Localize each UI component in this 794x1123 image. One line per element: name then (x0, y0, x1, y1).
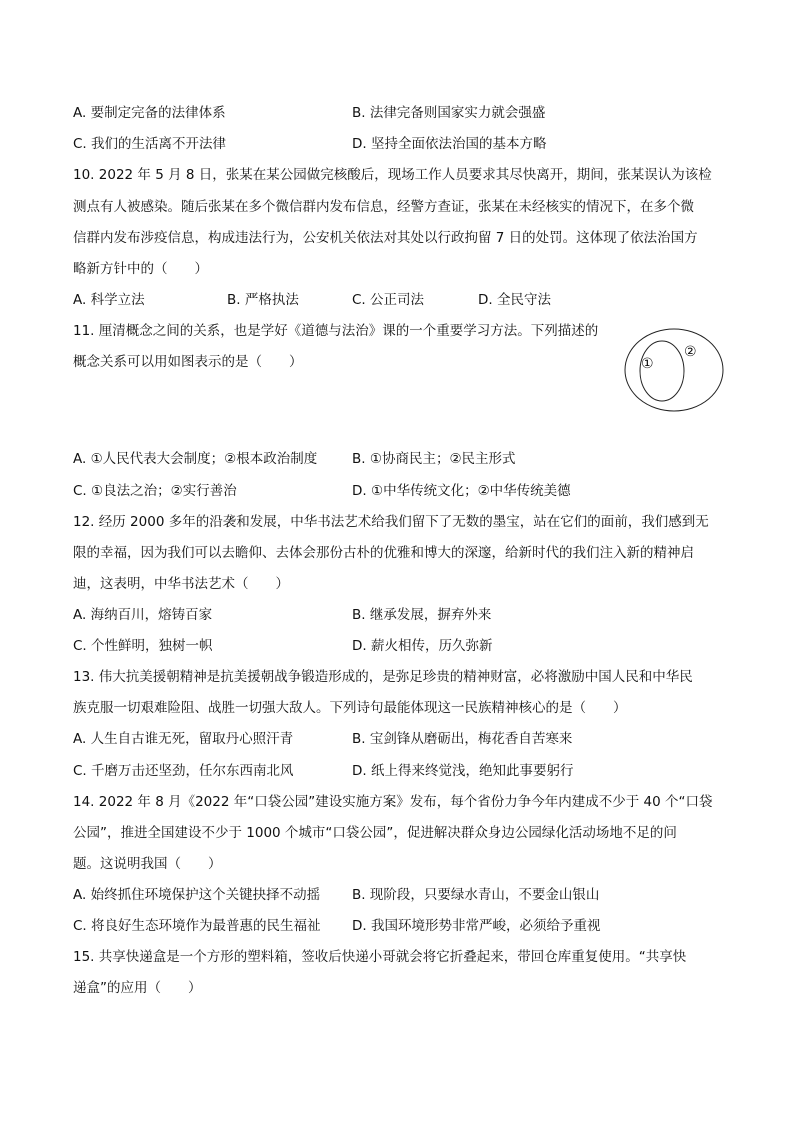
q11-option-d: D. ①中华传统文化；②中华传统美德 (352, 483, 571, 499)
q10-option-b: B. 严格执法 (227, 292, 299, 308)
q14-stem-line: 题。这说明我国（ ） (73, 856, 222, 872)
q10-stem-line: 10. 2022 年 5 月 8 日，张某在某公园做完核酸后，现场工作人员要求其尽快离开，期间，张某误认为该检 (73, 167, 712, 183)
q14-stem-line: 14. 2022 年 8 月《2022 年“口袋公园”建设实施方案》发布，每个省份力争今年内建成不少于 40 个“口袋 (73, 794, 713, 810)
q15-stem-line: 递盒”的应用（ ） (73, 980, 202, 996)
q12-option-c: C. 个性鲜明，独树一帜 (73, 638, 213, 654)
q12-option-b: B. 继承发展，摒弃外来 (352, 607, 492, 623)
q10-stem-line: 测点有人被感染。随后张某在多个微信群内发布信息，经警方查证，张某在未经核实的情况下，在多个微 (73, 199, 694, 215)
q11-stem-line: 11. 厘清概念之间的关系，也是学好《道德与法治》课的一个重要学习方法。下列描述的 (73, 323, 599, 339)
q9-option-b: B. 法律完备则国家实力就会强盛 (352, 105, 546, 121)
q12-stem-line: 限的幸福，因为我们可以去瞻仰、去体会那份古朴的优雅和博大的深邃，给新时代的我们注入新的精神启 (73, 545, 694, 561)
q10-option-d: D. 全民守法 (478, 292, 551, 308)
q11-option-c: C. ①良法之治；②实行善治 (73, 483, 237, 499)
q14-option-c: C. 将良好生态环境作为最普惠的民生福祉 (73, 918, 321, 934)
q12-option-d: D. 薪火相传，历久弥新 (352, 638, 493, 654)
q10-option-a: A. 科学立法 (73, 292, 145, 308)
outer-circle-label: ② (684, 344, 697, 360)
q13-option-d: D. 纸上得来终觉浅，绝知此事要躬行 (352, 763, 574, 779)
q9-option-c: C. 我们的生活离不开法律 (73, 136, 227, 152)
q12-option-a: A. 海纳百川，熔铸百家 (73, 607, 213, 623)
q12-stem-line: 迪，这表明，中华书法艺术（ ） (73, 576, 289, 592)
q13-option-b: B. 宝剑锋从磨砺出，梅花香自苦寒来 (352, 731, 573, 747)
q9-option-a: A. 要制定完备的法律体系 (73, 105, 226, 121)
q13-stem-line: 族克服一切艰难险阻、战胜一切强大敌人。下列诗句最能体现这一民族精神核心的是（ ） (73, 700, 627, 716)
inner-circle-label: ① (641, 356, 654, 372)
q11-stem-line: 概念关系可以用如图表示的是（ ） (73, 354, 303, 370)
q13-stem-line: 13. 伟大抗美援朝精神是抗美援朝战争锻造形成的，是弥足珍贵的精神财富，必将激励中国人民和中华民 (73, 669, 693, 685)
q14-option-d: D. 我国环境形势非常严峻，必须给予重视 (352, 918, 601, 934)
q10-option-c: C. 公正司法 (352, 292, 425, 308)
concept-venn-diagram (622, 325, 726, 415)
q13-option-c: C. 千磨万击还坚劲，任尔东西南北风 (73, 763, 294, 779)
q14-option-b: B. 现阶段，只要绿水青山，不要金山银山 (352, 887, 600, 903)
q9-option-d: D. 坚持全面依法治国的基本方略 (352, 136, 547, 152)
q14-stem-line: 公园”，推进全国建设不少于 1000 个城市“口袋公园”，促进解决群众身边公园绿化活动场地不足的问 (73, 825, 677, 841)
q11-option-a: A. ①人民代表大会制度；②根本政治制度 (73, 451, 318, 467)
q15-stem-line: 15. 共享快递盒是一个方形的塑料箱，签收后快递小哥就会将它折叠起来，带回仓库重复使用。“共享快 (73, 949, 687, 965)
q14-option-a: A. 始终抓住环境保护这个关键抉择不动摇 (73, 887, 321, 903)
q13-option-a: A. 人生自古谁无死，留取丹心照汗青 (73, 731, 294, 747)
q11-option-b: B. ①协商民主；②民主形式 (352, 451, 516, 467)
q10-stem-line: 信群内发布涉疫信息，构成违法行为，公安机关依法对其处以行政拘留 7 日的处罚。这体现了依法治国方 (73, 230, 698, 246)
q10-stem-line: 略新方针中的（ ） (73, 261, 208, 277)
q12-stem-line: 12. 经历 2000 多年的沿袭和发展，中华书法艺术给我们留下了无数的墨宝，站在它们的面前，我们感到无 (73, 514, 709, 530)
